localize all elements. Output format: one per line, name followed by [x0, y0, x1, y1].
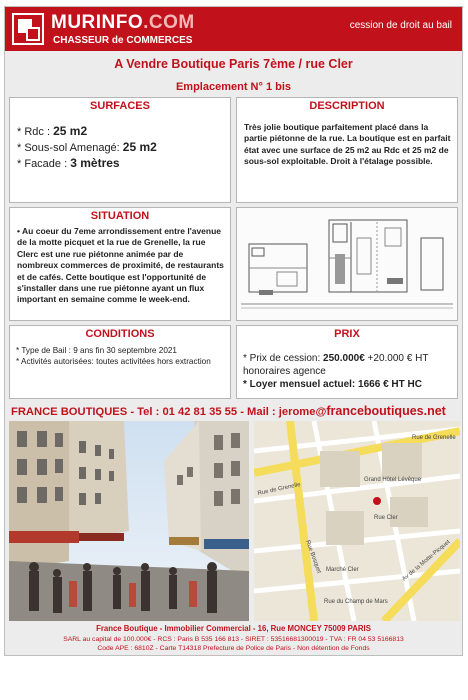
price-heading: PRIX [334, 328, 360, 340]
surface-row: * Sous-sol Amenagé: 25 m2 [17, 140, 157, 154]
description-text: Très jolie boutique parfaitement placé dans la partie piétonne de la rue. La boutique est en parfait état avec une surface de 25 m2 au Rdc et 25 m2 de sous-sol exploitable. Droit à l'étalage possible. [244, 122, 451, 167]
floor-plan-image [236, 207, 458, 321]
rent-line: * Loyer mensuel actuel: 1666 € HT HC [243, 379, 422, 390]
surface-row: * Facade : 3 mètres [17, 156, 120, 170]
map-label: Rue de Grenelle [257, 482, 302, 497]
price-box [236, 325, 458, 399]
listing-sheet [4, 6, 463, 656]
map-label: Av de la Motte-Picquet [401, 539, 452, 583]
footer-address: France Boutique - Immobilier Commercial - 16, Rue MONCEY 75009 PARIS [96, 624, 371, 633]
map-label: Rue Bosquet [304, 539, 322, 575]
listing-title: A Vendre Boutique Paris 7ème / rue Cler [114, 57, 353, 71]
conditions-box [9, 325, 231, 399]
map-label: Grand Hôtel Lévêque [364, 477, 422, 483]
footer-legal: SARL au capital de 100.000€ - RCS : Paris B 535 166 813 - SIRET : 53516681300019 - TVA : FR 04 53 5166813 Code APE : 6810Z - Carte T14318 Prefecture de Police de Paris - Non détention de Fonds [63, 636, 404, 652]
location-marker-icon[interactable] [373, 497, 381, 505]
map-label: Rue de Grenelle [412, 435, 456, 441]
location-map[interactable] [254, 421, 460, 621]
situation-heading: SITUATION [90, 210, 150, 222]
lease-type-badge: cession de droit au bail [349, 20, 452, 31]
brand-name[interactable]: MURINFO.COM [51, 12, 195, 33]
street-photo [9, 421, 249, 621]
contact-line: FRANCE BOUTIQUES - Tel : 01 42 81 35 55 - Mail : jerome@franceboutiques.net [11, 404, 446, 418]
map-label: Marché Cler [326, 567, 359, 573]
logo-icon [12, 13, 44, 45]
condition-line: * Type de Bail : 9 ans fin 30 septembre 2021 [16, 346, 177, 355]
description-heading: DESCRIPTION [309, 100, 385, 112]
map-label: Rue Cler [374, 515, 398, 521]
situation-text: • Au coeur du 7eme arrondissement entre l'avenue de la motte picquet et la rue de Grenelle, la rue Clerc est une rue piétonne animée par de nombreux commerces de proximité, de restaurants et de cafés. Cette boutique est l'opportunité de s'installer dans une rue piétonne ayant un flux important en semaine comme le week-end. [17, 226, 224, 305]
header-bar [5, 7, 462, 51]
condition-line: * Activités autorisées: toutes activitées hors extraction [16, 356, 211, 366]
situation-box [9, 207, 231, 321]
brand-tagline: CHASSEUR de COMMERCES [53, 35, 193, 46]
surface-row: * Rdc : 25 m2 [17, 124, 88, 138]
description-box [236, 97, 458, 203]
emplacement-label: Emplacement N° 1 bis [175, 81, 292, 93]
map-label: Rue du Champ de Mars [324, 599, 388, 605]
surfaces-heading: SURFACES [90, 100, 150, 112]
conditions-heading: CONDITIONS [85, 328, 155, 340]
price-line: * Prix de cession: 250.000€ +20.000 € HT honoraires agence [243, 353, 429, 377]
surfaces-box [9, 97, 231, 203]
email-link[interactable]: jerome@franceboutiques.net [278, 404, 446, 418]
